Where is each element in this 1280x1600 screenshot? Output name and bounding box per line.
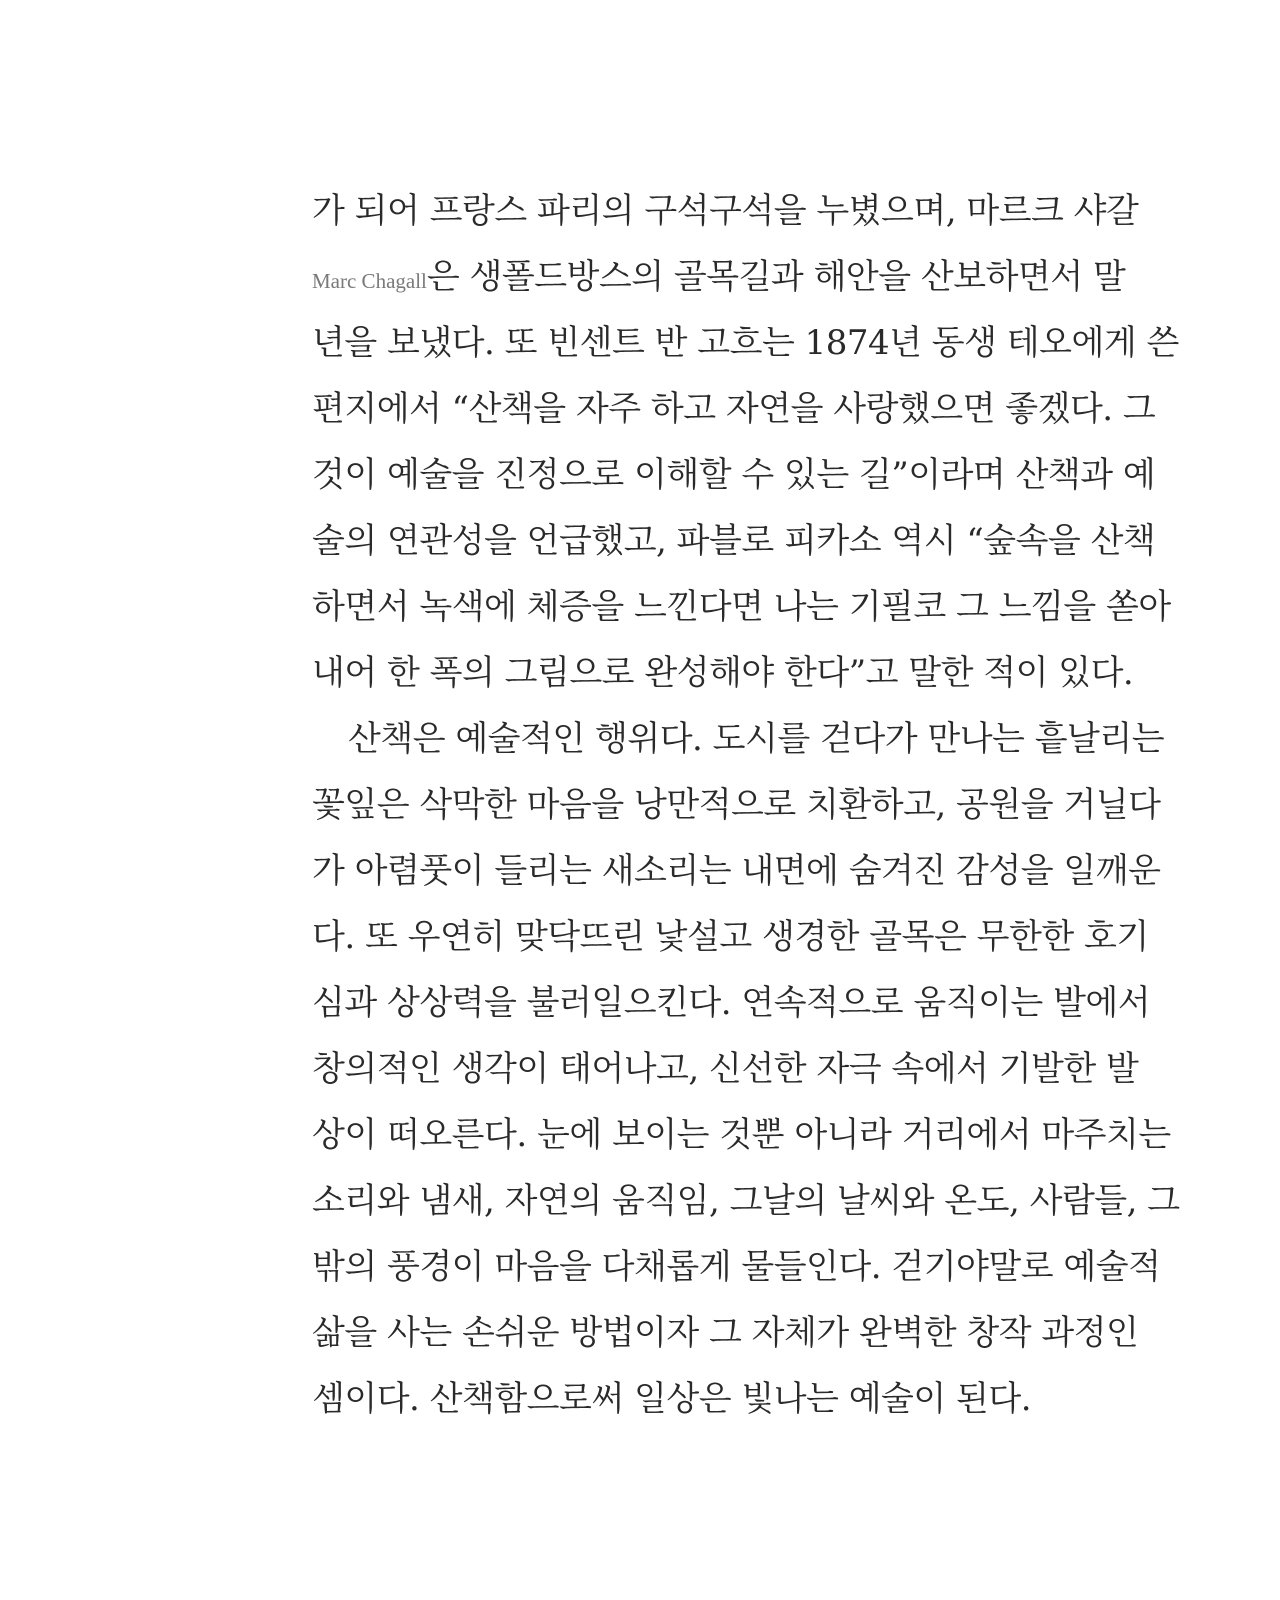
text-line: 셈이다. 산책함으로써 일상은 빛나는 예술이 된다. (312, 1379, 1032, 1419)
paragraph-1 (312, 178, 1179, 706)
text-line: 편지에서 “산책을 자주 하고 자연을 사랑했으면 좋겠다. 그 (312, 389, 1156, 429)
text-line: 소리와 냄새, 자연의 움직임, 그날의 날씨와 온도, 사람들, 그 (312, 1181, 1180, 1221)
text-line (312, 244, 1132, 310)
text-line: 심과 상상력을 불러일으킨다. 연속적으로 움직이는 발에서 (312, 983, 1151, 1023)
text-line: 내어 한 폭의 그림으로 완성해야 한다”고 말한 적이 있다. (312, 653, 1134, 693)
text-line: 것이 예술을 진정으로 이해할 수 있는 길”이라며 산책과 예 (312, 455, 1156, 495)
text-line: 술의 연관성을 언급했고, 파블로 피카소 역시 “숲속을 산책 (312, 521, 1156, 561)
text-line: 창의적인 생각이 태어나고, 신선한 자극 속에서 기발한 발 (312, 1049, 1139, 1089)
text-line: 가 아렴풋이 들리는 새소리는 내면에 숨겨진 감성을 일깨운 (312, 851, 1161, 891)
paragraph-2 (312, 706, 1180, 1432)
text-line: 꽃잎은 삭막한 마음을 낭만적으로 치환하고, 공원을 거닐다 (312, 785, 1161, 825)
text-line: 하면서 녹색에 체증을 느낀다면 나는 기필코 그 느낌을 쏟아 (312, 587, 1171, 627)
text-line: 산책은 예술적인 행위다. 도시를 걷다가 만나는 흩날리는 (348, 719, 1165, 759)
text-line: 년을 보냈다. 또 빈센트 반 고흐는 1874년 동생 테오에게 쓴 (312, 323, 1179, 363)
text-line: 다. 또 우연히 맞닥뜨린 낯설고 생경한 골목은 무한한 호기 (312, 917, 1149, 957)
text-line: 상이 떠오른다. 눈에 보이는 것뿐 아니라 거리에서 마주치는 (312, 1115, 1171, 1155)
text-line: 삶을 사는 손쉬운 방법이자 그 자체가 완벽한 창작 과정인 (312, 1313, 1139, 1353)
text-segment: 은 생폴드방스의 골목길과 해안을 산보하면서 말 (426, 257, 1126, 297)
name-annotation: Marc Chagall (312, 269, 427, 293)
text-line: 밖의 풍경이 마음을 다채롭게 물들인다. 걷기야말로 예술적 (312, 1247, 1161, 1287)
text-line: 가 되어 프랑스 파리의 구석구석을 누볐으며, 마르크 샤갈 (312, 191, 1139, 231)
body-text (312, 178, 1180, 1432)
